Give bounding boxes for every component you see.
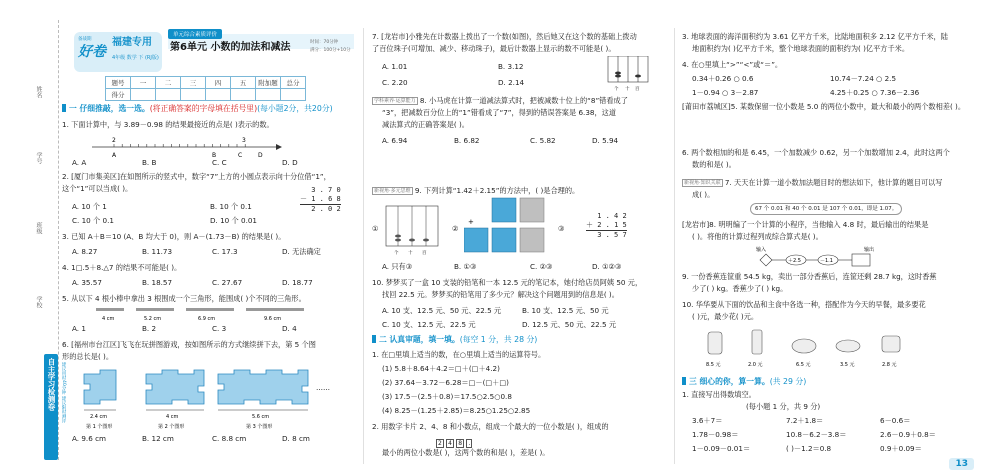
price-label: 2.0 元 [748,362,763,368]
s3q1-text: 1. 直接写出得数填空。 [682,390,756,399]
q1-option-d[interactable]: D. D [282,158,298,167]
column-divider [674,28,675,464]
grid-square [492,198,516,222]
q3-option-c[interactable]: C. 17.3 [212,247,238,256]
abacus-bead [615,75,621,78]
s2q10-text2: ( )元，最少花( )元。 [692,312,759,321]
q4-option-c[interactable]: C. 27.67 [212,278,243,287]
counter-label: 百 [422,251,427,256]
counter-label: 个 [394,251,399,256]
q2-tag: [厦门市集美区] [71,172,120,181]
flow-step-label: －1.1 [820,258,833,264]
q6-text2: 形的总长是( )。 [62,352,114,361]
digit-card: 2 [438,440,442,447]
score-header-cell: 题号 [106,77,131,89]
len-label-1: 2.4 cm [90,414,108,420]
q5-option-d[interactable]: D. 4 [282,324,297,333]
vert-line: 1 . 4 2 [597,212,627,220]
s2q5-text: [莆田市荔城区]5. 某数保留一位小数是 5.0 的两位小数中，最大和最小的两个数相差( )。 [682,102,966,111]
q8-text2: “3”，把减数百分位上的“1”错看成了“7”，得到的错误答案是 6.38，这道 [382,108,617,117]
q8-option-c[interactable]: C. 5.82 [530,136,556,145]
q5-option-b[interactable]: B. 2 [142,324,157,333]
calc-item[interactable]: 1－0.09－0.01＝ [692,444,751,453]
abacus-label: 个 [614,87,619,92]
q10-option-b[interactable]: B. 10 支、12.5 元、50 元 [522,306,609,315]
section3-title [682,376,806,387]
section-bar [372,335,376,343]
q5-text: 5. 从以下 4 根小棒中拿出 3 根围成一个三角形，能围成( )个不同的三角形。 [62,294,306,303]
unit-tag: 单元综合素质评价 [168,29,222,39]
s2q1-line-3[interactable]: (3) 17.5－(2.5＋0.8)＝17.5○2.5○0.8 [382,392,512,401]
flow-input-label: 输入 [756,247,767,253]
abacus-bead [615,72,621,75]
puzzle-piece-3 [218,370,308,404]
q4-text: 4. 1□.5＋8.△7 的结果不可能是( )。 [62,263,182,272]
page-header [74,32,354,72]
price-label: 8.5 元 [706,362,721,368]
class-label: 班级 [35,222,42,234]
score-header-cell: 一 [131,77,156,89]
q10-option-a[interactable]: A. 10 支、12.5 元、50 元、22.5 元 [382,306,502,315]
q9-option-d[interactable]: D. ①②③ [592,262,622,271]
s2q9-text2: 少了( ) kg。香蕉少了( ) kg。 [692,284,788,293]
q9-option-b[interactable]: B. ①③ [454,262,477,271]
price-label: 2.8 元 [882,362,897,368]
s2q8-text: [龙岩市]8. 明明编了一个计算的小程序，当他输入 4.8 时，最后输出的结果是 [682,220,929,229]
q5-option-c[interactable]: C. 3 [212,324,227,333]
point-b: B [212,152,217,159]
q3-option-a[interactable]: A. 8.27 [72,247,98,256]
q8-option-a[interactable]: A. 6.94 [382,136,408,145]
section-bar [682,377,686,385]
drink-bottle-icon [752,330,762,354]
q8-option-b[interactable]: B. 6.82 [454,136,480,145]
s2q4-item-1[interactable]: 0.34＋0.26 ○ 0.6 [692,74,754,83]
s2q1-line-1[interactable]: (1) 5.8＋8.64＋4.2＝□＋(□＋4.2) [382,364,500,373]
q2-option-b[interactable]: B. 10 个 0.1 [210,202,252,211]
q2-option-d[interactable]: D. 10 个 0.01 [210,216,258,225]
q10-text: 10. 梦梦买了一盒 10 支装的铅笔和一本 12.5 元的笔记本，她付给店员阿姨 50 元， [372,278,643,287]
puzzle-dots: …… [316,384,330,392]
brand-sub: 4年级 数学 下 (RJ版) [112,55,159,61]
q1-option-c[interactable]: C. C [212,158,227,167]
q1-option-a[interactable]: A. A [72,158,87,167]
section1-title-text: 一 仔细推敲，选一选。 [69,104,150,113]
score-header-cell: 三 [181,77,206,89]
score-cell[interactable] [256,89,281,101]
price-label: 3.5 元 [840,362,855,368]
digit-card: 4 [448,440,452,447]
q2-text2: 这个“1”可以当成( )。 [62,184,133,193]
section-bar [62,104,66,112]
point-c: C [238,152,243,159]
score-cell[interactable] [281,89,306,101]
q4-option-a[interactable]: A. 35.57 [72,278,102,287]
vert-line: 2 . 0 2 [311,205,341,213]
s2q7-text: 新视角·知识关联 7. 天天在计算一道小数加法题目时的想法如下，他计算的题目可以写 [684,178,943,187]
brand-vertical-sub: 建议用时40分钟 建议限时测评 [61,362,66,424]
flow-input-diamond [760,254,772,266]
q1-option-b[interactable]: B. B [142,158,157,167]
vert-line: 3 . 7 0 [311,186,341,194]
score-header-cell: 五 [231,77,256,89]
stick-5-2cm [136,308,174,311]
vert-line: － 1 . 6 8 [300,195,341,203]
q5-sticks [96,306,306,322]
point-a: A [112,152,117,159]
s2q4-item-4[interactable]: 4.25＋0.25 ○ 7.36－2.36 [830,88,920,97]
section2-title [372,334,537,345]
q7-option-a[interactable]: A. 1.01 [382,62,408,71]
score-cell[interactable] [206,89,231,101]
calc-item[interactable]: 7.2＋1.8＝ [786,416,824,425]
digit-card: 8 [458,440,463,447]
score-table [105,76,306,101]
q9-counter-figure [384,202,444,256]
fig-caption-3: 第 3 个图形 [246,424,273,430]
s2q9-text: 9. 一份香蕉连筐重 54.5 kg，卖出一部分香蕉后，连筐还剩 28.7 kg，这时香蕉 [682,272,937,281]
q2-option-c[interactable]: C. 10 个 0.1 [72,216,114,225]
score-cell[interactable] [156,89,181,101]
brand-main: 福建专用 [112,37,152,48]
s2q8-flowchart [752,244,892,274]
q6-tag: [福州市台江区] [71,340,120,349]
column-divider [363,28,364,464]
q9-grid-figure [464,196,554,260]
number-line-ticks [114,144,245,147]
tick-label-2: 2 [112,137,116,144]
fig-caption-1: 第 1 个图形 [86,424,113,430]
q6-option-c[interactable]: C. 8.8 cm [212,434,247,443]
flow-output-label: 输出 [864,247,875,253]
section2-score: (每空 1 分，共 28 分) [459,335,538,344]
score-header-cell: 二 [156,77,181,89]
q3-text: 3. 已知 A＋B＝10 (A、B 均大于 0)，则 A－(1.73－B) 的结果是( )。 [62,232,286,241]
q7-text2: 了百位珠子(可增加、减少、移动珠子)，最后计数器上显示的数不可能是( )。 [372,44,616,53]
grid-square-hundredths [520,198,544,222]
q7-option-c[interactable]: C. 2.20 [382,78,408,87]
puzzle-piece-1 [84,370,116,404]
s2q8-tag: [龙岩市] [682,220,710,229]
counter-bead [423,239,429,242]
stick-label: 9.6 cm [264,316,282,322]
section3-title-text: 三 细心的你，算一算。 [689,377,770,386]
score-header-row [106,77,306,89]
brand-logo-small: 备战期 [78,37,92,42]
s2q2-text2: 最小的两位小数是( )，这两个数的和是( )，差是( )。 [382,448,550,457]
q2-text: 2. [厦门市集美区]在如图所示的竖式中，数字“7”上方的小圆点表示向十分位借“1”， [62,172,331,181]
s2q1-line-2[interactable]: (2) 37.64－3.72－6.28＝□－(□＋□) [382,378,509,387]
digit-card: . [468,440,471,447]
q1-number-line [88,135,288,159]
point-d: D [258,152,263,159]
len-label-2: 4 cm [166,414,179,420]
number-line-arrow [276,144,282,150]
plus-sign: + [468,218,474,226]
q6-option-d[interactable]: D. 8 cm [282,434,310,443]
calc-item[interactable]: 6－0.6＝ [880,416,911,425]
score-cell[interactable] [231,89,256,101]
score-header-cell: 四 [206,77,231,89]
bun-icon [836,340,860,352]
q9-option-a[interactable]: A. 只有③ [382,262,413,271]
q10-text2: 找回 22.5 元。梦梦买的铅笔用了多少元？解决这个问题用到的信息是( )。 [382,290,619,299]
q9-label-1: ① [372,224,379,233]
q7-option-b[interactable]: B. 3.12 [498,62,524,71]
score-value-row [106,89,306,101]
vert-line: 3 . 5 7 [597,231,627,239]
abacus-label: 百 [635,87,640,92]
q1-text: 1. 下面计算中，与 3.89－0.98 的结果最接近的点是( )表示的数。 [62,120,274,129]
puzzle-piece-2 [146,370,204,404]
s2q7-text2: 成( )。 [692,190,715,199]
q9-text: 新视角·多元思维 9. 下列计算“1.42＋2.15”的方法中，( )是合理的。 [374,186,580,195]
s2q7-thought-bubble: 67 个 0.01 和 40 个 0.01 是 107 个 0.01，即是 1.07。 [750,203,902,215]
score-header-cell: 附加题 [256,77,281,89]
s2q2-text: 2. 用数字卡片 2、4、8 和小数点，组成一个最大的一位小数是( )，组成的 [372,422,609,431]
brand-vertical-band [44,354,58,460]
price-label: 6.5 元 [796,362,811,368]
calc-item[interactable]: 1.78－0.98＝ [692,430,739,439]
full-score: 满分：100分+10分 [310,48,351,53]
s2q10-food-figure [700,326,910,372]
calc-item[interactable]: ( )－1.2＝0.8 [786,444,832,453]
q7-abacus [606,56,650,92]
s2q4-item-3[interactable]: 1－0.94 ○ 3－2.87 [692,88,759,97]
stick-label: 6.9 cm [198,316,216,322]
s2q10-text: 10. 华华要从下面的饮品和主食中各选一种，搭配作为今天的早餐，最多要花 [682,300,926,309]
time-limit: 时间：70分钟 [310,40,339,45]
q6-puzzle-figure [80,366,340,432]
flow-step-label: ＋2.5 [788,258,801,264]
name-label: 姓名 [35,86,42,98]
q6-text: 6. [福州市台江区]飞飞在玩拼图游戏，按如图所示的方式继续拼下去，第 5 个图 [62,340,316,349]
cut-line [58,20,59,460]
s2q6-text2: 数的和是( )。 [692,160,736,169]
score-row-label: 得分 [106,89,131,101]
q10-option-d[interactable]: D. 12.5 元、50 元、22.5 元 [522,320,617,329]
s2q7-tag: 新视角·知识关联 [684,180,721,186]
s2q1-text: 1. 在□里填上适当的数，在○里填上适当的运算符号。 [372,350,546,359]
score-cell[interactable] [181,89,206,101]
section1-score: (每小题2分，共20分) [257,104,333,113]
tick-label-3: 3 [242,137,246,144]
q8-text3: 减法算式的正确答案是( )。 [382,120,469,129]
section1-title [62,103,333,114]
s2q5-tag: [莆田市荔城区] [682,102,731,111]
q6-option-b[interactable]: B. 12 cm [142,434,174,443]
q4-option-d[interactable]: D. 18.77 [282,278,313,287]
stick-6-9cm [186,308,234,311]
q9-label-2: ② [452,224,459,233]
section2-title-text: 二 认真审题，填一填。 [379,335,460,344]
s3q1-note: (每小题 1 分，共 9 分) [746,402,821,411]
q8-tag: 学科素养·运算能力 [374,98,416,104]
stick-label: 4 cm [102,316,115,322]
abacus-bead [635,75,641,78]
counter-bead [395,239,401,242]
score-cell[interactable] [131,89,156,101]
cake-icon [792,339,816,353]
section3-score: (共 29 分) [769,377,807,386]
abacus-label: 十 [625,87,630,92]
binding-sidebar [0,0,70,476]
q7-tag: [龙岩市] [381,32,409,41]
calc-item[interactable]: 3.6＋7＝ [692,416,723,425]
milk-bottle-icon [708,332,722,354]
counter-label: 十 [408,251,413,256]
q9-tag: 新视角·多元思维 [374,188,411,194]
q9-label-3: ③ [558,224,565,233]
school-label: 学校 [35,296,42,308]
brand-logo: 好卷 [78,44,106,60]
grid-square [464,228,488,252]
q6-option-a[interactable]: A. 9.6 cm [72,434,107,443]
q8-option-d[interactable]: D. 5.94 [592,136,619,145]
stick-label: 5.2 cm [144,316,162,322]
s2q1-line-4[interactable]: (4) 8.25－(1.25＋2.85)＝8.25○1.25○2.85 [382,406,531,415]
grid-square-hundredths [520,228,544,252]
grid-square [492,228,516,252]
q3-option-b[interactable]: B. 11.73 [142,247,173,256]
digit-cards [436,436,472,448]
calc-item[interactable]: 0.9＋0.09＝ [880,444,922,453]
s2q8-text2: ( )。将他的计算过程列成综合算式是( )。 [692,232,823,241]
brand-box [74,32,162,72]
section1-note: (将正确答案的字母填在括号里) [149,104,258,113]
q10-option-c[interactable]: C. 10 支、12.5 元、22.5 元 [382,320,476,329]
q2-vertical-calc [300,186,341,214]
s2q4-text: 4. 在○里填上“>”“<”或“＝”。 [682,60,783,69]
stick-4cm [96,308,124,311]
score-header-cell: 总分 [281,77,306,89]
q5-option-a[interactable]: A. 1 [72,324,86,333]
vert-line: ＋ 2 . 1 5 [586,221,627,229]
q7-text: 7. [龙岩市]小雅先在计数器上拨出了一个数(如图)，然后她又在这个数的基础上拨动 [372,32,637,41]
q2-option-a[interactable]: A. 10 个 1 [72,202,107,211]
q9-vertical-calc [586,212,627,240]
q9-option-c[interactable]: C. ②③ [530,262,553,271]
q8-text: 学科素养·运算能力 8. 小马虎在计算一道减法算式时，把被减数十位上的“8”错看成了 [374,96,628,105]
len-label-3: 5.6 cm [252,414,270,420]
s2q3-text2: 地面积约为( )亿平方千米，整个地球表面的面积约为( )亿平方千米。 [692,44,910,53]
calc-item[interactable]: 2.6－0.9＋0.8＝ [880,430,936,439]
page-number: 13 [949,458,974,470]
s2q6-text: 6. 两个数相加的和是 6.45，一个加数减少 0.62，另一个加数增加 2.4，此时这两个 [682,148,950,157]
s2q3-text: 3. 地球表面的海洋面积约为 3.61 亿平方千米，比陆地面积多 2.12 亿平方千米，陆 [682,32,948,41]
brand-vertical-text: 自主学习检测卷 [47,358,56,411]
s2q4-item-2[interactable]: 10.74－7.24 ○ 2.5 [830,74,897,83]
bread-icon [882,336,900,352]
unit-title: 第6单元 小数的加法和减法 [170,42,291,53]
fig-caption-2: 第 2 个图形 [158,424,185,430]
q7-option-d[interactable]: D. 2.14 [498,78,525,87]
counter-bead [409,239,415,242]
flow-output-box [852,254,870,266]
stick-9-6cm [246,308,304,311]
counter-bead [395,235,401,238]
q4-option-b[interactable]: B. 18.57 [142,278,173,287]
calc-item[interactable]: 10.8－6.2－3.8＝ [786,430,847,439]
q3-option-d[interactable]: D. 无法确定 [282,247,321,256]
student-id-label: 学号 [35,152,42,164]
